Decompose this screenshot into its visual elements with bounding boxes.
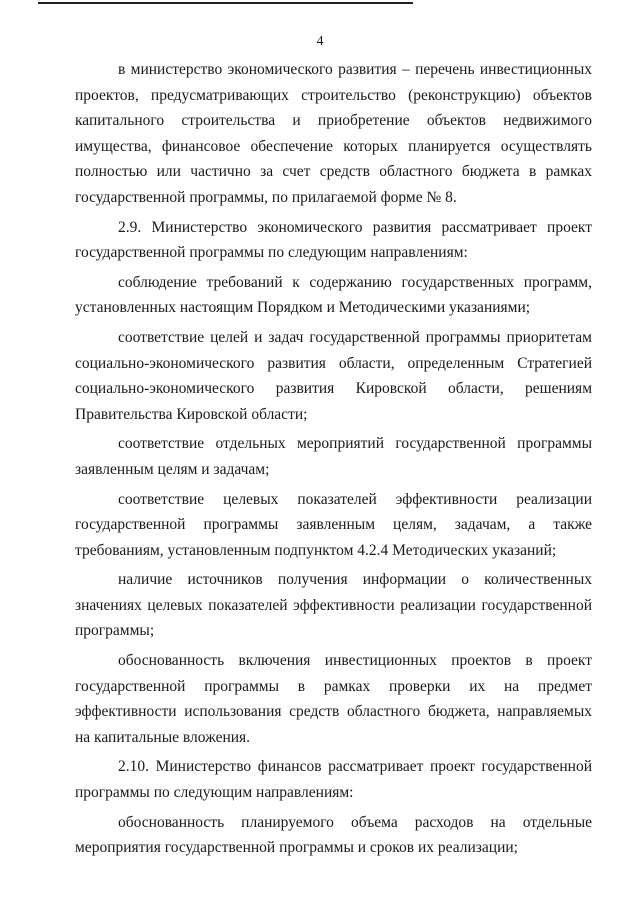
paragraph-intro: в министерство экономического развития – перечень инвестиционных проектов, предусматривающих строительство (реконструкцию) объектов капитального строительства и приобретение объектов недвижимого имущества, финансовое обеспечение которых планируется осуществлять полностью или частично за счет средств областного бюджета в рамках государственной программы, по прилагаемой форме № 8.	[75, 61, 592, 206]
paragraph-goals-priorities: соответствие целей и задач государственной программы приоритетам социально-экономического развития области, определенным Стратегией социально-экономического развития Кировской области, решениям Правительства Кировской области;	[75, 328, 592, 423]
page-number: 4	[316, 34, 324, 49]
paragraph-expenses: обоснованность планируемого объема расходов на отдельные мероприятия государственной программы и сроков их реализации;	[75, 813, 592, 857]
paragraph-section-2-9: 2.9. Министерство экономического развития рассматривает проект государственной программы по следующим направлениям:	[75, 218, 592, 262]
paragraph-investment-projects: обоснованность включения инвестиционных проектов в проект государственной программы в рамках проверки их на предмет эффективности использования средств областного бюджета, направляемых на капитальные вложения.	[75, 652, 592, 746]
paragraph-indicators: соответствие целевых показателей эффективности реализации государственной программы заявленным целям, задачам, а также требованиям, установленным подпунктом 4.2.4 Методических указаний;	[75, 490, 592, 559]
document-body	[75, 57, 592, 861]
paragraph-section-2-10: 2.10. Министерство финансов рассматривает проект государственной программы по следующим направлениям:	[75, 758, 592, 802]
paragraph-information-sources: наличие источников получения информации о количественных значениях целевых показателей эффективности реализации государственной программы;	[75, 571, 592, 640]
paragraph-activities: соответствие отдельных мероприятий государственной программы заявленным целям и задачам;	[75, 435, 592, 478]
top-rule	[38, 2, 413, 4]
paragraph-requirements: соблюдение требований к содержанию государственных программ, установленных настоящим Порядком и Методическими указаниями;	[75, 273, 592, 317]
